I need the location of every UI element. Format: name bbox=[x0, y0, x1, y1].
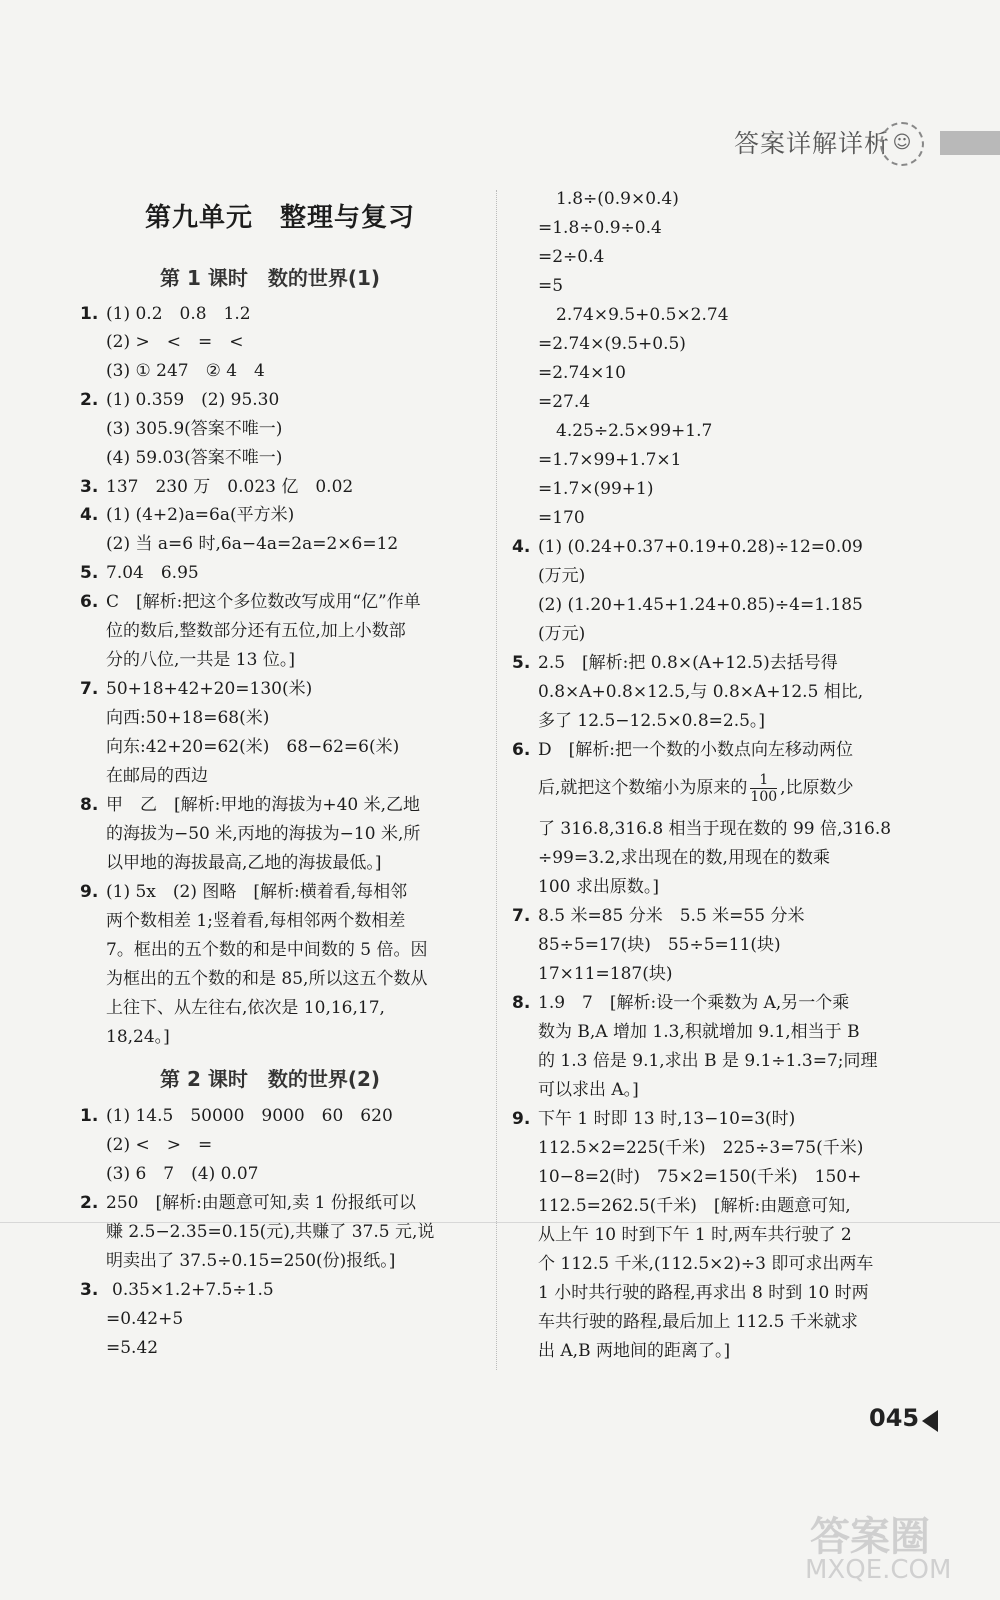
right-q9-number: 9. bbox=[512, 1109, 531, 1129]
answer-line: 1.9 7 [解析:设一个乘数为 A,另一个乘 bbox=[538, 993, 850, 1013]
left-b3-number: 3. bbox=[80, 1280, 99, 1300]
answer-line: (2) 当 a=6 时,6a−4a=2a=2×6=12 bbox=[106, 534, 399, 554]
left-b1-number: 1. bbox=[80, 1106, 99, 1126]
header-bar bbox=[940, 131, 1000, 155]
answer-line: 2.5 [解析:把 0.8×(A+12.5)去括号得 bbox=[538, 653, 838, 673]
column-divider bbox=[496, 190, 497, 1370]
right-q4-number: 4. bbox=[512, 537, 531, 557]
answer-line: 85÷5=17(块) 55÷5=11(块) bbox=[538, 935, 781, 955]
answer-line: 以甲地的海拔最高,乙地的海拔最低。] bbox=[106, 853, 382, 873]
answer-line: (万元) bbox=[538, 566, 586, 586]
answer-line: 4.25÷2.5×99+1.7 bbox=[556, 421, 713, 441]
answer-line: 为框出的五个数的和是 85,所以这五个数从 bbox=[106, 969, 428, 989]
answer-line: (1) (4+2)a=6a(平方米) bbox=[106, 505, 295, 525]
answer-line: 车共行驶的路程,最后加上 112.5 千米就求 bbox=[538, 1312, 858, 1332]
left-q2-number: 2. bbox=[80, 390, 99, 410]
fraction-denominator: 100 bbox=[750, 789, 778, 805]
watermark-url: MXQE.COM bbox=[805, 1555, 952, 1585]
answer-line: C [解析:把这个多位数改写成用“亿”作单 bbox=[106, 592, 421, 612]
answer-line: 0.35×1.2+7.5÷1.5 bbox=[112, 1280, 274, 1300]
answer-line: 137 230 万 0.023 亿 0.02 bbox=[106, 477, 354, 497]
left-b2-number: 2. bbox=[80, 1193, 99, 1213]
answer-line: 了 316.8,316.8 相当于现在数的 99 倍,316.8 bbox=[538, 819, 892, 839]
right-q5-number: 5. bbox=[512, 653, 531, 673]
answer-line: =5.42 bbox=[106, 1338, 159, 1358]
answer-line: 向西:50+18=68(米) bbox=[106, 708, 270, 728]
answer-line: =0.42+5 bbox=[106, 1309, 184, 1329]
answer-line: 112.5=262.5(千米) [解析:由题意可知, bbox=[538, 1196, 851, 1216]
answer-line: 可以求出 A。] bbox=[538, 1080, 639, 1100]
answer-line: 112.5×2=225(千米) 225÷3=75(千米) bbox=[538, 1138, 864, 1158]
answer-line: 8.5 米=85 分米 5.5 米=55 分米 bbox=[538, 906, 805, 926]
answer-line: 在邮局的西边 bbox=[106, 766, 208, 786]
answer-line: 上往下、从左往右,依次是 10,16,17, bbox=[106, 998, 385, 1018]
answer-line: 明卖出了 37.5÷0.15=250(份)报纸。] bbox=[106, 1251, 396, 1271]
answer-line: 2.74×9.5+0.5×2.74 bbox=[556, 305, 729, 325]
answer-line: 17×11=187(块) bbox=[538, 964, 673, 984]
answer-line: 的海拔为−50 米,丙地的海拔为−10 米,所 bbox=[106, 824, 421, 844]
right-q8-number: 8. bbox=[512, 993, 531, 1013]
unit-title: 第九单元 整理与复习 bbox=[145, 203, 416, 233]
answer-line: 分的八位,一共是 13 位。] bbox=[106, 650, 295, 670]
answer-line: =1.7×(99+1) bbox=[538, 479, 654, 499]
answer-line: 下午 1 时即 13 时,13−10=3(时) bbox=[538, 1109, 796, 1129]
answer-line-with-fraction bbox=[538, 772, 854, 805]
answer-line: 的 1.3 倍是 9.1,求出 B 是 9.1÷1.3=7;同理 bbox=[538, 1051, 878, 1071]
answer-line: 两个数相差 1;竖着看,每相邻两个数相差 bbox=[106, 911, 406, 931]
answer-line: 数为 B,A 增加 1.3,积就增加 9.1,相当于 B bbox=[538, 1022, 860, 1042]
header-title: 答案详解详析 bbox=[734, 129, 891, 158]
answer-line: =2÷0.4 bbox=[538, 247, 605, 267]
left-q1-number: 1. bbox=[80, 304, 99, 324]
answer-line: 赚 2.5−2.35=0.15(元),共赚了 37.5 元,说 bbox=[106, 1222, 435, 1242]
answer-line: 7。框出的五个数的和是中间数的 5 倍。因 bbox=[106, 940, 428, 960]
answer-line: (1) (0.24+0.37+0.19+0.28)÷12=0.09 bbox=[538, 537, 863, 557]
answer-line: =170 bbox=[538, 508, 585, 528]
answer-line: (万元) bbox=[538, 624, 586, 644]
answer-line: 10−8=2(时) 75×2=150(千米) 150+ bbox=[538, 1167, 862, 1187]
answer-line: =27.4 bbox=[538, 392, 591, 412]
answer-line: 从上午 10 时到下午 1 时,两车共行驶了 2 bbox=[538, 1225, 852, 1245]
lesson-1-title: 第 1 课时 数的世界(1) bbox=[160, 266, 381, 290]
left-q9-number: 9. bbox=[80, 882, 99, 902]
page-arrow-icon bbox=[922, 1410, 938, 1432]
answer-line: 100 求出原数。] bbox=[538, 877, 659, 897]
answer-line: 0.8×A+0.8×12.5,与 0.8×A+12.5 相比, bbox=[538, 682, 864, 702]
fraction-numerator: 1 bbox=[759, 772, 769, 788]
answer-line: 50+18+42+20=130(米) bbox=[106, 679, 313, 699]
left-q6-number: 6. bbox=[80, 592, 99, 612]
page-number: 045 bbox=[869, 1404, 920, 1432]
answer-line: =1.7×99+1.7×1 bbox=[538, 450, 682, 470]
answer-line: (4) 59.03(答案不唯一) bbox=[106, 448, 283, 468]
answer-line: 18,24。] bbox=[106, 1027, 170, 1047]
answer-line: 7.04 6.95 bbox=[106, 563, 199, 583]
lesson-2-title: 第 2 课时 数的世界(2) bbox=[160, 1067, 381, 1091]
answer-line: 位的数后,整数部分还有五位,加上小数部 bbox=[106, 621, 406, 641]
answer-line: (3) 305.9(答案不唯一) bbox=[106, 419, 283, 439]
answer-line: 1 小时共行驶的路程,再求出 8 时到 10 时两 bbox=[538, 1283, 869, 1303]
answer-line: =2.74×10 bbox=[538, 363, 626, 383]
left-q7-number: 7. bbox=[80, 679, 99, 699]
answer-line: =1.8÷0.9÷0.4 bbox=[538, 218, 662, 238]
answer-line: (2) (1.20+1.45+1.24+0.85)÷4=1.185 bbox=[538, 595, 863, 615]
watermark-logo: 答案圈 bbox=[810, 1514, 930, 1560]
answer-line: =5 bbox=[538, 276, 564, 296]
answer-line: (2) < > = bbox=[106, 1135, 213, 1155]
answer-line: D [解析:把一个数的小数点向左移动两位 bbox=[538, 740, 853, 760]
left-q5-number: 5. bbox=[80, 563, 99, 583]
answer-line: (1) 14.5 50000 9000 60 620 bbox=[106, 1106, 393, 1126]
fraction bbox=[750, 772, 777, 805]
answer-line: (1) 0.359 (2) 95.30 bbox=[106, 390, 280, 410]
header-badge-icon: ☺ bbox=[880, 122, 924, 166]
right-q6-number: 6. bbox=[512, 740, 531, 760]
fraction-lead-text: 后,就把这个数缩小为原来的 bbox=[538, 778, 748, 798]
left-q3-number: 3. bbox=[80, 477, 99, 497]
answer-line: (3) 6 7 (4) 0.07 bbox=[106, 1164, 259, 1184]
right-q7-number: 7. bbox=[512, 906, 531, 926]
answer-line: 多了 12.5−12.5×0.8=2.5。] bbox=[538, 711, 766, 731]
answer-line: 250 [解析:由题意可知,卖 1 份报纸可以 bbox=[106, 1193, 416, 1213]
answer-line: (1) 0.2 0.8 1.2 bbox=[106, 304, 251, 324]
left-q8-number: 8. bbox=[80, 795, 99, 815]
fraction-trail-text: ,比原数少 bbox=[780, 778, 854, 798]
answer-line: (2) > < = < bbox=[106, 332, 244, 352]
answer-line: 1.8÷(0.9×0.4) bbox=[556, 189, 679, 209]
answer-line: ÷99=3.2,求出现在的数,用现在的数乘 bbox=[538, 848, 830, 868]
answer-line: (3) ① 247 ② 4 4 bbox=[106, 361, 265, 381]
left-q4-number: 4. bbox=[80, 505, 99, 525]
answer-line: 向东:42+20=62(米) 68−62=6(米) bbox=[106, 737, 400, 757]
answer-line: =2.74×(9.5+0.5) bbox=[538, 334, 686, 354]
answer-line: 甲 乙 [解析:甲地的海拔为+40 米,乙地 bbox=[106, 795, 421, 815]
answer-line: 个 112.5 千米,(112.5×2)÷3 即可求出两车 bbox=[538, 1254, 874, 1274]
answer-line: (1) 5x (2) 图略 [解析:横着看,每相邻 bbox=[106, 882, 408, 902]
answer-line: 出 A,B 两地间的距离了。] bbox=[538, 1341, 731, 1361]
